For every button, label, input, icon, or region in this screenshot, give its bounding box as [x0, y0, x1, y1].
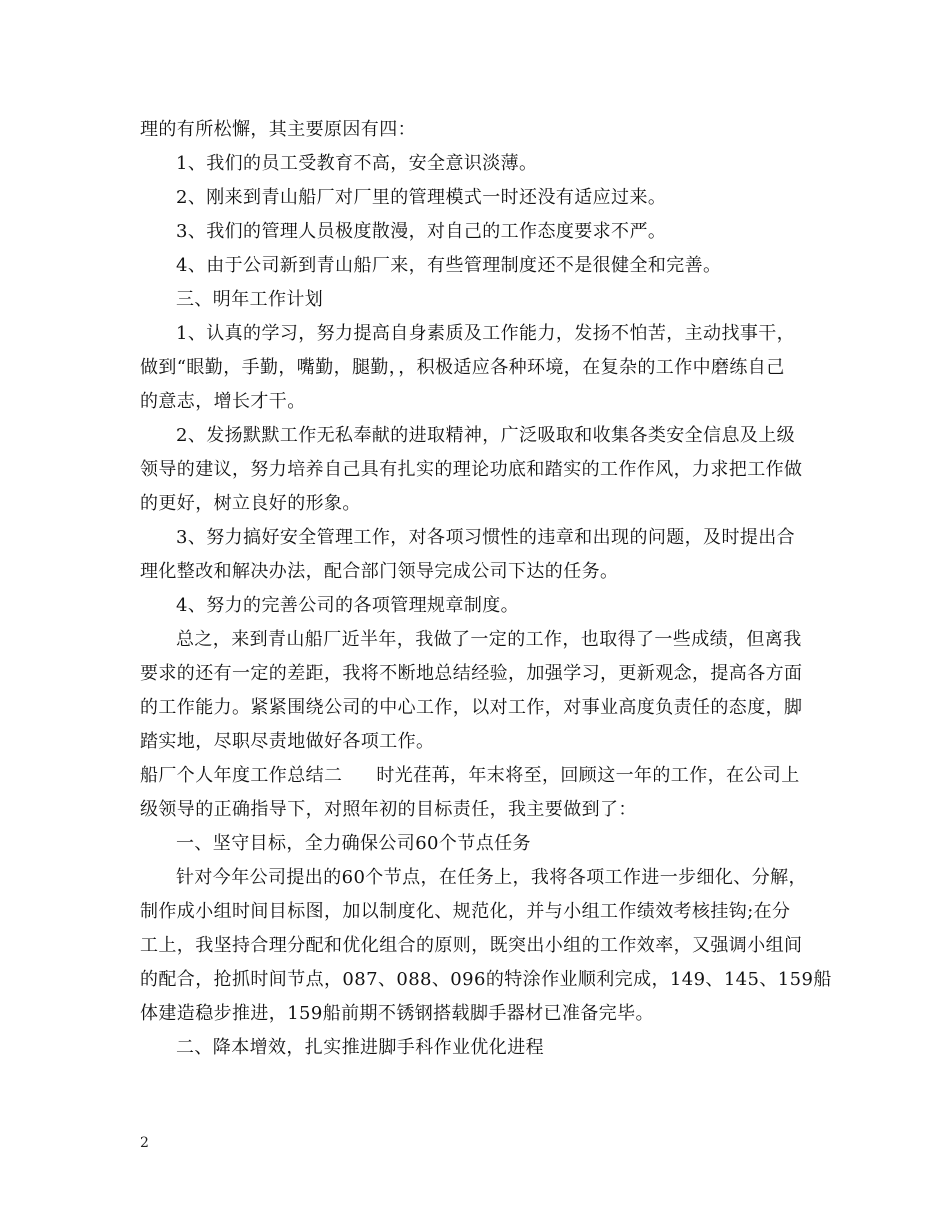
text-line: 级领导的正确指导下，对照年初的目标责任，我主要做到了： [140, 799, 637, 820]
section-heading: 一、坚守目标，全力确保公司60个节点任务 [176, 833, 531, 854]
text-line: 工上，我坚持合理分配和优化组合的原则，既突出小组的工作效率，又强调小组间 [140, 935, 803, 956]
text-line: 2、发扬默默工作无私奉献的进取精神，广泛吸取和收集各类安全信息及上级 [176, 425, 796, 446]
text-line: 总之，来到青山船厂近半年，我做了一定的工作，也取得了一些成绩，但离我 [176, 629, 802, 650]
text-line: 踏实地，尽职尽责地做好各项工作。 [140, 731, 435, 752]
section-heading: 二、降本增效，扎实推进脚手科作业优化进程 [176, 1037, 544, 1058]
text-line: 的配合，抢抓时间节点，087、088、096的特涂作业顺利完成，149、145、159船 [140, 969, 832, 990]
section-title-line [140, 764, 800, 788]
text-line: 2、刚来到青山船厂对厂里的管理模式一时还没有适应过来。 [176, 187, 667, 208]
text-line: 理的有所松懈，其主要原因有四： [140, 119, 416, 140]
text-line: 针对今年公司提出的60个节点，在任务上，我将各项工作进一步细化、分解， [176, 867, 807, 888]
text-line: 3、我们的管理人员极度散漫，对自己的工作态度要求不严。 [176, 221, 667, 242]
text-line: 4、努力的完善公司的各项管理规章制度。 [176, 595, 520, 616]
text-line: 的更好，树立良好的形象。 [140, 493, 361, 514]
text-line: 要求的还有一定的差距，我将不断地总结经验，加强学习，更新观念，提高各方面 [140, 663, 803, 684]
text-line: 体建造稳步推进，159船前期不锈钢搭载脚手器材已准备完毕。 [140, 1003, 654, 1024]
page-number: 2 [140, 1135, 149, 1151]
text-line: 制作成小组时间目标图，加以制度化、规范化，并与小组工作绩效考核挂钩;在分 [140, 901, 791, 922]
section-heading: 三、明年工作计划 [176, 289, 324, 310]
text-line: 3、努力搞好安全管理工作，对各项习惯性的违章和出现的问题，及时提出合 [176, 527, 796, 548]
text-line: 1、认真的学习，努力提高自身素质及工作能力，发扬不怕苦，主动找事干， [176, 323, 796, 344]
text-line: 1、我们的员工受教育不高，安全意识淡薄。 [176, 153, 538, 174]
text-line: 领导的建议，努力培养自己具有扎实的理论功底和踏实的工作作风，力求把工作做 [140, 459, 803, 480]
text-line: 的工作能力。紧紧围绕公司的中心工作，以对工作，对事业高度负责任的态度，脚 [140, 697, 803, 718]
section-heading: 船厂个人年度工作总结二 [140, 765, 343, 786]
text-line: 理化整改和解决办法，配合部门领导完成公司下达的任务。 [140, 561, 619, 582]
text-line: 4、由于公司新到青山船厂来，有些管理制度还不是很健全和完善。 [176, 255, 722, 276]
text-line: 做到“眼勤，手勤，嘴勤，腿勤，，积极适应各种环境，在复杂的工作中磨练自己 [140, 357, 785, 378]
text-line: 的意志，增长才干。 [140, 391, 306, 412]
section-opening: 时光荏苒，年末将至，回顾这一年的工作，在公司上 [376, 765, 800, 786]
